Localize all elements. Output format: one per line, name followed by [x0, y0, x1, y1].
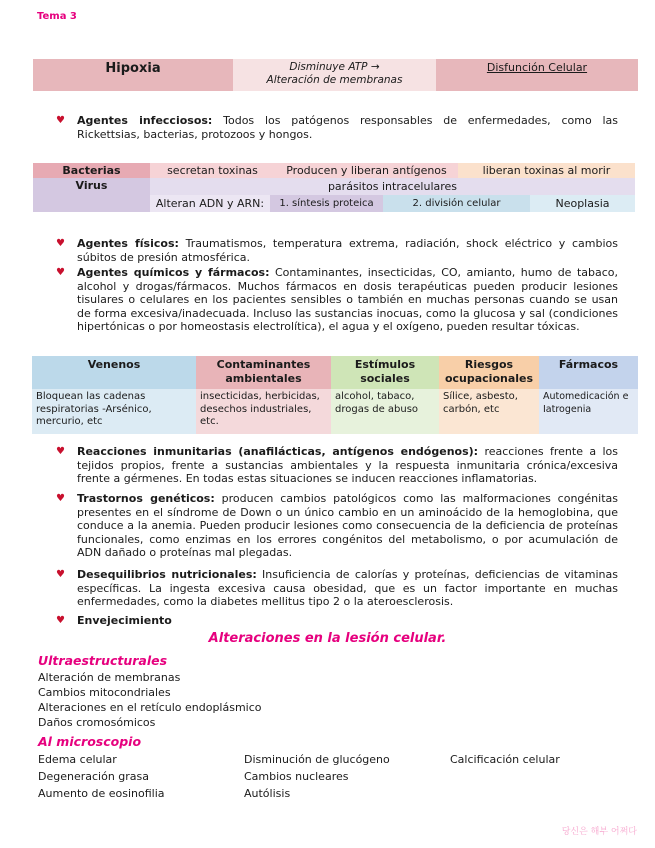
hipoxia-mechanism: [233, 59, 436, 91]
ultraestructurales-heading: Ultraestructurales: [38, 653, 168, 668]
bullet-label: Envejecimiento: [77, 614, 172, 627]
bullet-label: Reacciones inmunitarias (anafilácticas, antígenos endógenos):: [77, 445, 479, 458]
header-riesgos: Riesgos ocupacionales: [439, 356, 539, 389]
header-contaminantes: Contaminantes ambientales: [196, 356, 331, 389]
ultra-item: Cambios mitocondriales: [38, 686, 171, 699]
bullet-text: producen cambios patológicos como las malformaciones congénitas presentes en el síndrome de Down o un único cambio en un aminoácido de la hemoglobina, que conduce a la anemia. Pueden producir lesiones como consecuencia de la deficiencia de proteínas funcionales, como enzimas en los errores congénitos del metabolismo, o por acumulación de ADN dañado o proteínas mal plegadas.: [77, 492, 618, 559]
cell-sintesis: 1. síntesis proteica: [270, 195, 383, 212]
bullet-text: Traumatismos, temperatura extrema, radiación, shock eléctrico y cambios súbitos de presión atmosférica.: [77, 237, 618, 264]
hipoxia-result: Disfunción Celular: [436, 59, 638, 91]
cell-farmacos: Automedicación e Iatrogenia: [539, 389, 638, 434]
bullet-text: Todos los patógenos responsables de enfermedades, como las Rickettsias, bacterias, protozoos y hongos.: [77, 114, 619, 141]
bullet-label: Desequilibrios nutricionales:: [77, 568, 257, 581]
heart-bullet-icon: ♥: [56, 493, 65, 504]
bullet-quimicos: [58, 266, 618, 334]
cell-neoplasia: Neoplasia: [530, 195, 635, 212]
hipoxia-mechanism-line2: Alteración de membranas: [266, 74, 403, 86]
hipoxia-title: Hipoxia: [33, 59, 233, 91]
ultra-item: Alteraciones en el retículo endoplásmico: [38, 701, 262, 714]
cell-producen: Producen y liberan antígenos: [275, 163, 458, 178]
cell-sociales: alcohol, tabaco, drogas de abuso: [331, 389, 439, 434]
bullet-nutricionales: [58, 568, 618, 609]
ultra-item: Alteración de membranas: [38, 671, 181, 684]
bullet-label: Agentes físicos:: [77, 237, 179, 250]
infectious-agents-table: [33, 163, 635, 212]
cell-secretan: secretan toxinas: [150, 163, 275, 178]
bullet-envejecimiento: [58, 614, 618, 628]
heart-bullet-icon: ♥: [56, 446, 65, 457]
micro-item: Autólisis: [244, 787, 291, 800]
alteraciones-heading: Alteraciones en la lesión celular.: [208, 631, 447, 646]
bullet-infecciosos: [58, 114, 618, 141]
bullet-fisicos: [58, 237, 618, 264]
micro-item: Disminución de glucógeno: [244, 753, 390, 766]
bullet-text: Insuficiencia de calorías y proteínas, deficiencias de vitaminas específicas. La ingesta excesiva causa obesidad, que es un factor importante en muchas enfermedades, como la diabetes mellitus tipo 2 o la ateroesclerosis.: [77, 568, 618, 608]
heart-bullet-icon: ♥: [56, 569, 65, 580]
header-venenos: Venenos: [32, 356, 196, 389]
bullet-text: Contaminantes, insecticidas, CO, amianto, humo de tabaco, alcohol y drogas/fármacos. Muchos fármacos en dosis terapéuticas pueden producir lesiones tisulares o celulares en los pacientes sensibles o también en muchas personas cuando se usan de forma excesiva/inadecuada. Incluso las sustancias inocuas, como la glucosa y sal (condiciones hipertónicas o por homeostasis electrolítica), el agua y el oxígeno, pueden resultar tóxicas.: [77, 266, 618, 333]
bullet-text: reacciones frente a los tejidos propios, frente a sustancias ambientales y la respuesta inmunitaria crónica/excesiva frente a gérmenes. En todas estas situaciones se inducen reacciones inflamatorias.: [77, 445, 619, 485]
micro-item: Aumento de eosinofilia: [38, 787, 165, 800]
bullet-inmunitarias: [58, 445, 618, 486]
cell-venenos: Bloquean las cadenas respiratorias -Arsénico, mercurio, etc: [32, 389, 196, 434]
micro-item: Edema celular: [38, 753, 117, 766]
cell-virus: Virus: [33, 178, 150, 212]
cell-alteran: Alteran ADN y ARN:: [150, 195, 270, 212]
watermark: 당신은 해부 어쩌다: [561, 827, 637, 837]
cell-riesgos: Sílice, asbesto, carbón, etc: [439, 389, 539, 434]
micro-item: Cambios nucleares: [244, 770, 349, 783]
heart-bullet-icon: ♥: [56, 115, 65, 126]
cell-division: 2. división celular: [383, 195, 530, 212]
bullet-geneticos: [58, 492, 618, 560]
microscopio-heading: Al microscopio: [38, 734, 142, 749]
heart-bullet-icon: ♥: [56, 238, 65, 249]
cell-liberan: liberan toxinas al morir: [458, 163, 635, 178]
cell-parasitos: parásitos intracelulares: [150, 178, 635, 195]
hipoxia-row: [33, 59, 638, 91]
hipoxia-mechanism-line1: Disminuye ATP →: [289, 61, 380, 73]
header-sociales: Estímulos sociales: [331, 356, 439, 389]
topic-label: Tema 3: [37, 11, 77, 22]
cell-bacterias: Bacterias: [33, 163, 150, 178]
ultra-item: Daños cromosómicos: [38, 716, 156, 729]
bullet-label: Agentes químicos y fármacos:: [77, 266, 270, 279]
micro-item: Degeneración grasa: [38, 770, 150, 783]
cell-contaminantes: insecticidas, herbicidas, desechos industriales, etc.: [196, 389, 331, 434]
heart-bullet-icon: ♥: [56, 267, 65, 278]
bullet-label: Trastornos genéticos:: [77, 492, 215, 505]
micro-item: Calcificación celular: [450, 753, 560, 766]
bullet-label: Agentes infecciosos:: [77, 114, 213, 127]
chemical-agents-table: [32, 356, 638, 434]
header-farmacos: Fármacos: [539, 356, 638, 389]
heart-bullet-icon: ♥: [56, 615, 65, 626]
